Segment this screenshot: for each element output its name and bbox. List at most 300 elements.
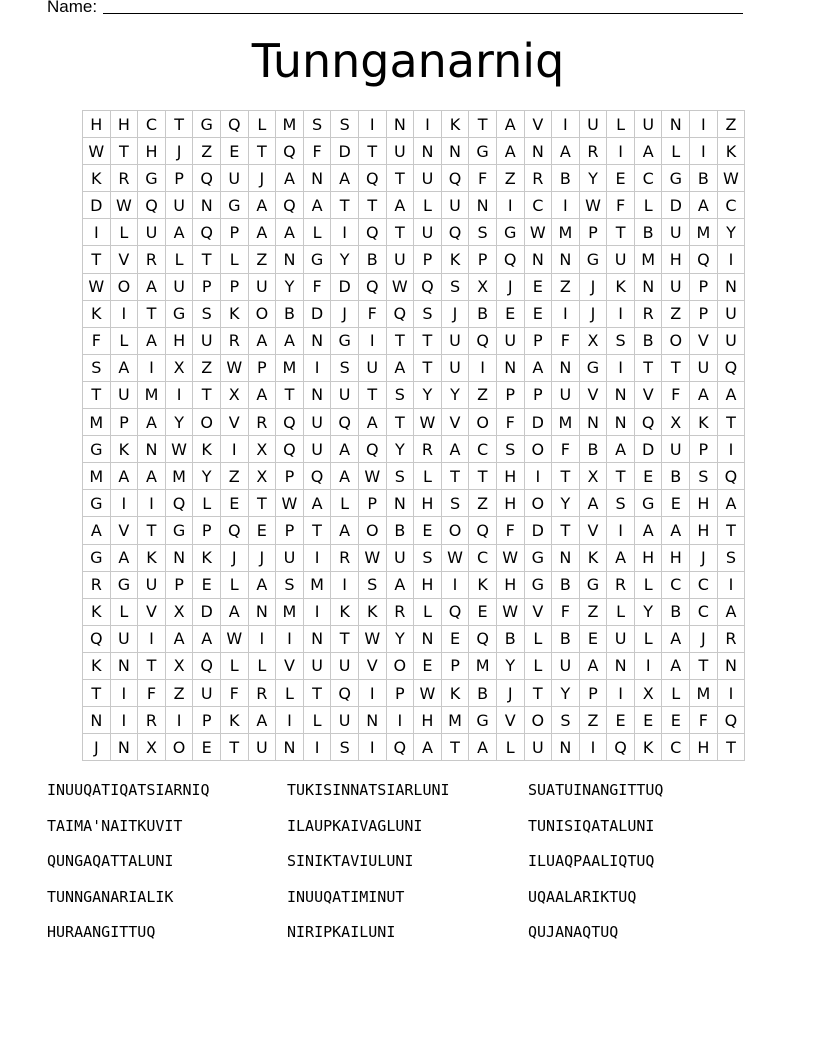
grid-cell[interactable]: U [634,111,662,138]
grid-cell[interactable]: U [524,734,552,761]
grid-cell[interactable]: G [220,192,248,219]
grid-cell[interactable]: E [220,138,248,165]
grid-cell[interactable]: A [662,517,690,544]
grid-cell[interactable]: Q [331,679,359,706]
grid-cell[interactable]: T [248,490,276,517]
grid-cell[interactable]: Y [717,219,745,246]
grid-cell[interactable]: S [193,300,221,327]
grid-cell[interactable]: Q [193,165,221,192]
grid-cell[interactable]: H [414,490,442,517]
grid-cell[interactable]: R [248,679,276,706]
grid-cell[interactable]: B [662,598,690,625]
grid-cell[interactable]: A [276,219,304,246]
grid-cell[interactable]: I [331,219,359,246]
grid-cell[interactable]: L [607,111,635,138]
grid-cell[interactable]: H [414,707,442,734]
grid-cell[interactable]: U [717,300,745,327]
grid-cell[interactable]: Q [441,598,469,625]
grid-cell[interactable]: E [662,490,690,517]
grid-cell[interactable]: T [331,192,359,219]
grid-cell[interactable]: T [524,679,552,706]
grid-cell[interactable]: A [331,463,359,490]
grid-cell[interactable]: G [83,544,111,571]
grid-cell[interactable]: J [248,544,276,571]
grid-cell[interactable]: N [248,598,276,625]
grid-cell[interactable]: U [552,381,580,408]
grid-cell[interactable]: F [496,409,524,436]
grid-cell[interactable]: K [83,652,111,679]
grid-cell[interactable]: H [662,246,690,273]
grid-cell[interactable]: I [607,517,635,544]
grid-cell[interactable]: N [358,707,386,734]
grid-cell[interactable]: I [552,111,580,138]
grid-cell[interactable]: W [386,273,414,300]
grid-cell[interactable]: T [634,354,662,381]
grid-cell[interactable]: Y [552,490,580,517]
grid-cell[interactable]: A [552,138,580,165]
grid-cell[interactable]: L [110,327,138,354]
grid-cell[interactable]: W [414,409,442,436]
grid-cell[interactable]: S [386,463,414,490]
grid-cell[interactable]: S [690,463,718,490]
grid-cell[interactable]: E [524,273,552,300]
grid-cell[interactable]: A [248,219,276,246]
grid-cell[interactable]: N [386,490,414,517]
grid-cell[interactable]: T [165,111,193,138]
grid-cell[interactable]: T [138,652,166,679]
grid-cell[interactable]: D [331,138,359,165]
grid-cell[interactable]: W [83,273,111,300]
grid-cell[interactable]: F [83,327,111,354]
grid-cell[interactable]: N [414,625,442,652]
grid-cell[interactable]: A [248,327,276,354]
grid-cell[interactable]: I [441,571,469,598]
grid-cell[interactable]: U [662,273,690,300]
grid-cell[interactable]: S [607,490,635,517]
grid-cell[interactable]: G [634,490,662,517]
grid-cell[interactable]: Z [193,354,221,381]
grid-cell[interactable]: U [248,273,276,300]
grid-cell[interactable]: C [469,544,497,571]
grid-cell[interactable]: M [165,463,193,490]
grid-cell[interactable]: A [469,734,497,761]
grid-cell[interactable]: I [110,490,138,517]
grid-cell[interactable]: E [414,652,442,679]
grid-cell[interactable]: R [524,165,552,192]
grid-cell[interactable]: E [441,625,469,652]
grid-cell[interactable]: Z [579,598,607,625]
grid-cell[interactable]: H [690,490,718,517]
grid-cell[interactable]: Q [690,246,718,273]
grid-cell[interactable]: D [303,300,331,327]
grid-cell[interactable]: O [524,707,552,734]
grid-cell[interactable]: P [220,273,248,300]
grid-cell[interactable]: I [579,734,607,761]
grid-cell[interactable]: D [331,273,359,300]
grid-cell[interactable]: A [579,490,607,517]
grid-cell[interactable]: I [552,300,580,327]
grid-cell[interactable]: K [138,544,166,571]
grid-cell[interactable]: B [552,625,580,652]
grid-cell[interactable]: T [331,625,359,652]
grid-cell[interactable]: S [496,436,524,463]
grid-cell[interactable]: P [193,273,221,300]
grid-cell[interactable]: Z [496,165,524,192]
grid-cell[interactable]: S [303,111,331,138]
grid-cell[interactable]: L [634,571,662,598]
grid-cell[interactable]: R [138,707,166,734]
grid-cell[interactable]: L [220,246,248,273]
grid-cell[interactable]: X [165,652,193,679]
grid-cell[interactable]: Q [220,517,248,544]
grid-cell[interactable]: N [607,409,635,436]
grid-cell[interactable]: T [193,381,221,408]
grid-cell[interactable]: M [690,219,718,246]
grid-cell[interactable]: H [110,111,138,138]
grid-cell[interactable]: Q [276,138,304,165]
grid-cell[interactable]: I [303,734,331,761]
grid-cell[interactable]: S [717,544,745,571]
grid-cell[interactable]: Q [717,354,745,381]
name-line[interactable] [103,13,743,14]
grid-cell[interactable]: U [607,625,635,652]
grid-cell[interactable]: E [579,625,607,652]
grid-cell[interactable]: L [165,246,193,273]
grid-cell[interactable]: L [524,625,552,652]
grid-cell[interactable]: N [552,354,580,381]
grid-cell[interactable]: B [552,571,580,598]
grid-cell[interactable]: P [220,219,248,246]
grid-cell[interactable]: M [552,219,580,246]
grid-cell[interactable]: U [110,381,138,408]
grid-cell[interactable]: T [303,679,331,706]
grid-cell[interactable]: J [83,734,111,761]
grid-cell[interactable]: G [579,246,607,273]
grid-cell[interactable]: T [386,165,414,192]
grid-cell[interactable]: A [248,571,276,598]
grid-cell[interactable]: P [524,381,552,408]
grid-cell[interactable]: I [331,571,359,598]
name-field[interactable] [47,0,747,18]
grid-cell[interactable]: A [248,707,276,734]
grid-cell[interactable]: X [469,273,497,300]
grid-cell[interactable]: Z [579,707,607,734]
grid-cell[interactable]: X [662,409,690,436]
grid-cell[interactable]: A [690,381,718,408]
grid-cell[interactable]: U [165,192,193,219]
grid-cell[interactable]: U [303,652,331,679]
grid-cell[interactable]: I [469,354,497,381]
grid-cell[interactable]: O [524,436,552,463]
grid-cell[interactable]: Q [276,409,304,436]
grid-cell[interactable]: T [414,354,442,381]
grid-cell[interactable]: W [110,192,138,219]
grid-cell[interactable]: T [83,679,111,706]
grid-cell[interactable]: V [138,598,166,625]
grid-cell[interactable]: U [248,734,276,761]
grid-cell[interactable]: I [607,138,635,165]
grid-cell[interactable]: M [276,111,304,138]
grid-cell[interactable]: Q [441,165,469,192]
grid-cell[interactable]: Y [165,409,193,436]
grid-cell[interactable]: T [717,517,745,544]
grid-cell[interactable]: P [414,246,442,273]
grid-cell[interactable]: L [110,219,138,246]
grid-cell[interactable]: J [331,300,359,327]
grid-cell[interactable]: A [358,409,386,436]
grid-cell[interactable]: A [690,192,718,219]
grid-cell[interactable]: M [441,707,469,734]
grid-cell[interactable]: R [717,625,745,652]
grid-cell[interactable]: A [220,598,248,625]
grid-cell[interactable]: I [717,571,745,598]
grid-cell[interactable]: E [193,571,221,598]
grid-cell[interactable]: T [607,219,635,246]
grid-cell[interactable]: B [662,463,690,490]
grid-cell[interactable]: E [607,707,635,734]
grid-cell[interactable]: P [690,436,718,463]
grid-cell[interactable]: C [690,598,718,625]
grid-cell[interactable]: T [662,354,690,381]
grid-cell[interactable]: T [83,381,111,408]
grid-cell[interactable]: H [690,734,718,761]
grid-cell[interactable]: O [469,409,497,436]
grid-cell[interactable]: J [441,300,469,327]
grid-cell[interactable]: H [83,111,111,138]
grid-cell[interactable]: U [414,165,442,192]
grid-cell[interactable]: N [607,381,635,408]
grid-cell[interactable]: Z [469,381,497,408]
grid-cell[interactable]: H [496,463,524,490]
grid-cell[interactable]: P [469,246,497,273]
grid-cell[interactable]: Z [193,138,221,165]
grid-cell[interactable]: A [276,165,304,192]
grid-cell[interactable]: U [690,354,718,381]
grid-cell[interactable]: M [690,679,718,706]
grid-cell[interactable]: T [386,327,414,354]
grid-cell[interactable]: G [83,490,111,517]
grid-cell[interactable]: A [662,625,690,652]
grid-cell[interactable]: E [248,517,276,544]
grid-cell[interactable]: Q [220,111,248,138]
grid-cell[interactable]: N [717,652,745,679]
grid-cell[interactable]: S [358,571,386,598]
grid-cell[interactable]: W [358,463,386,490]
grid-cell[interactable]: N [138,436,166,463]
grid-cell[interactable]: D [193,598,221,625]
grid-cell[interactable]: F [552,436,580,463]
grid-cell[interactable]: A [496,111,524,138]
grid-cell[interactable]: P [248,354,276,381]
grid-cell[interactable]: T [690,652,718,679]
grid-cell[interactable]: N [552,246,580,273]
grid-cell[interactable]: U [441,354,469,381]
grid-cell[interactable]: D [524,409,552,436]
grid-cell[interactable]: T [220,734,248,761]
grid-cell[interactable]: X [138,734,166,761]
grid-cell[interactable]: F [220,679,248,706]
grid-cell[interactable]: F [552,598,580,625]
grid-cell[interactable]: C [662,571,690,598]
grid-cell[interactable]: A [276,327,304,354]
grid-cell[interactable]: S [441,273,469,300]
grid-cell[interactable]: R [386,598,414,625]
grid-cell[interactable]: K [607,273,635,300]
grid-cell[interactable]: G [165,517,193,544]
grid-cell[interactable]: N [662,111,690,138]
grid-cell[interactable]: A [634,517,662,544]
grid-cell[interactable]: U [331,652,359,679]
grid-cell[interactable]: Q [303,463,331,490]
grid-cell[interactable]: X [579,463,607,490]
grid-cell[interactable]: N [496,354,524,381]
grid-cell[interactable]: A [496,138,524,165]
grid-cell[interactable]: A [331,436,359,463]
grid-cell[interactable]: Y [634,598,662,625]
grid-cell[interactable]: D [83,192,111,219]
grid-cell[interactable]: W [524,219,552,246]
grid-cell[interactable]: A [579,652,607,679]
grid-cell[interactable]: Q [717,463,745,490]
grid-cell[interactable]: L [634,192,662,219]
grid-cell[interactable]: T [138,517,166,544]
grid-cell[interactable]: U [331,707,359,734]
grid-cell[interactable]: I [138,490,166,517]
grid-cell[interactable]: N [110,652,138,679]
grid-cell[interactable]: U [441,327,469,354]
grid-cell[interactable]: T [717,734,745,761]
grid-cell[interactable]: A [717,381,745,408]
grid-cell[interactable]: A [386,192,414,219]
grid-cell[interactable]: B [469,300,497,327]
grid-cell[interactable]: U [496,327,524,354]
grid-cell[interactable]: U [165,273,193,300]
grid-cell[interactable]: A [83,517,111,544]
grid-cell[interactable]: Q [634,409,662,436]
grid-cell[interactable]: F [552,327,580,354]
grid-cell[interactable]: O [524,490,552,517]
grid-cell[interactable]: R [331,544,359,571]
grid-cell[interactable]: K [441,679,469,706]
grid-cell[interactable]: S [441,490,469,517]
grid-cell[interactable]: T [138,300,166,327]
grid-cell[interactable]: G [303,246,331,273]
grid-cell[interactable]: T [358,138,386,165]
grid-cell[interactable]: S [469,219,497,246]
grid-cell[interactable]: I [138,354,166,381]
grid-cell[interactable]: P [441,652,469,679]
grid-cell[interactable]: X [165,598,193,625]
grid-cell[interactable]: T [83,246,111,273]
grid-cell[interactable]: E [414,517,442,544]
grid-cell[interactable]: K [220,300,248,327]
grid-cell[interactable]: X [248,436,276,463]
grid-cell[interactable]: I [358,734,386,761]
grid-cell[interactable]: B [634,219,662,246]
grid-cell[interactable]: I [248,625,276,652]
grid-cell[interactable]: P [165,571,193,598]
grid-cell[interactable]: D [662,192,690,219]
grid-cell[interactable]: Q [276,436,304,463]
grid-cell[interactable]: W [496,544,524,571]
grid-cell[interactable]: I [358,327,386,354]
grid-cell[interactable]: A [110,354,138,381]
grid-cell[interactable]: P [524,327,552,354]
grid-cell[interactable]: V [358,652,386,679]
grid-cell[interactable]: V [110,246,138,273]
grid-cell[interactable]: K [690,409,718,436]
grid-cell[interactable]: G [138,165,166,192]
grid-cell[interactable]: K [193,544,221,571]
grid-cell[interactable]: O [358,517,386,544]
grid-cell[interactable]: E [193,734,221,761]
grid-cell[interactable]: K [331,598,359,625]
grid-cell[interactable]: I [358,111,386,138]
grid-cell[interactable]: V [496,707,524,734]
grid-cell[interactable]: S [414,544,442,571]
grid-cell[interactable]: E [634,707,662,734]
grid-cell[interactable]: Q [193,652,221,679]
grid-cell[interactable]: U [717,327,745,354]
grid-cell[interactable]: A [248,381,276,408]
grid-cell[interactable]: Q [358,436,386,463]
grid-cell[interactable]: W [414,679,442,706]
grid-cell[interactable]: T [193,246,221,273]
grid-cell[interactable]: J [690,625,718,652]
grid-cell[interactable]: U [441,192,469,219]
grid-cell[interactable]: S [331,354,359,381]
grid-cell[interactable]: U [579,111,607,138]
grid-cell[interactable]: G [579,571,607,598]
grid-cell[interactable]: I [386,707,414,734]
grid-cell[interactable]: A [607,544,635,571]
grid-cell[interactable]: G [579,354,607,381]
grid-cell[interactable]: A [165,625,193,652]
grid-cell[interactable]: I [607,300,635,327]
grid-cell[interactable]: O [110,273,138,300]
grid-cell[interactable]: A [717,490,745,517]
grid-cell[interactable]: T [441,463,469,490]
grid-cell[interactable]: Q [496,246,524,273]
grid-cell[interactable]: B [386,517,414,544]
grid-cell[interactable]: I [220,436,248,463]
grid-cell[interactable]: I [165,707,193,734]
grid-cell[interactable]: Y [386,625,414,652]
grid-cell[interactable]: A [331,165,359,192]
grid-cell[interactable]: I [165,381,193,408]
grid-cell[interactable]: W [165,436,193,463]
grid-cell[interactable]: H [138,138,166,165]
grid-cell[interactable]: L [276,679,304,706]
grid-cell[interactable]: V [524,598,552,625]
grid-cell[interactable]: N [303,165,331,192]
grid-cell[interactable]: O [165,734,193,761]
grid-cell[interactable]: M [138,381,166,408]
grid-cell[interactable]: Y [414,381,442,408]
grid-cell[interactable]: Q [717,707,745,734]
grid-cell[interactable]: A [248,192,276,219]
grid-cell[interactable]: Y [441,381,469,408]
grid-cell[interactable]: Q [358,273,386,300]
grid-cell[interactable]: I [110,679,138,706]
grid-cell[interactable]: Z [552,273,580,300]
grid-cell[interactable]: Q [441,219,469,246]
grid-cell[interactable]: B [469,679,497,706]
grid-cell[interactable]: V [579,381,607,408]
grid-cell[interactable]: N [276,734,304,761]
grid-cell[interactable]: C [634,165,662,192]
grid-cell[interactable]: A [717,598,745,625]
